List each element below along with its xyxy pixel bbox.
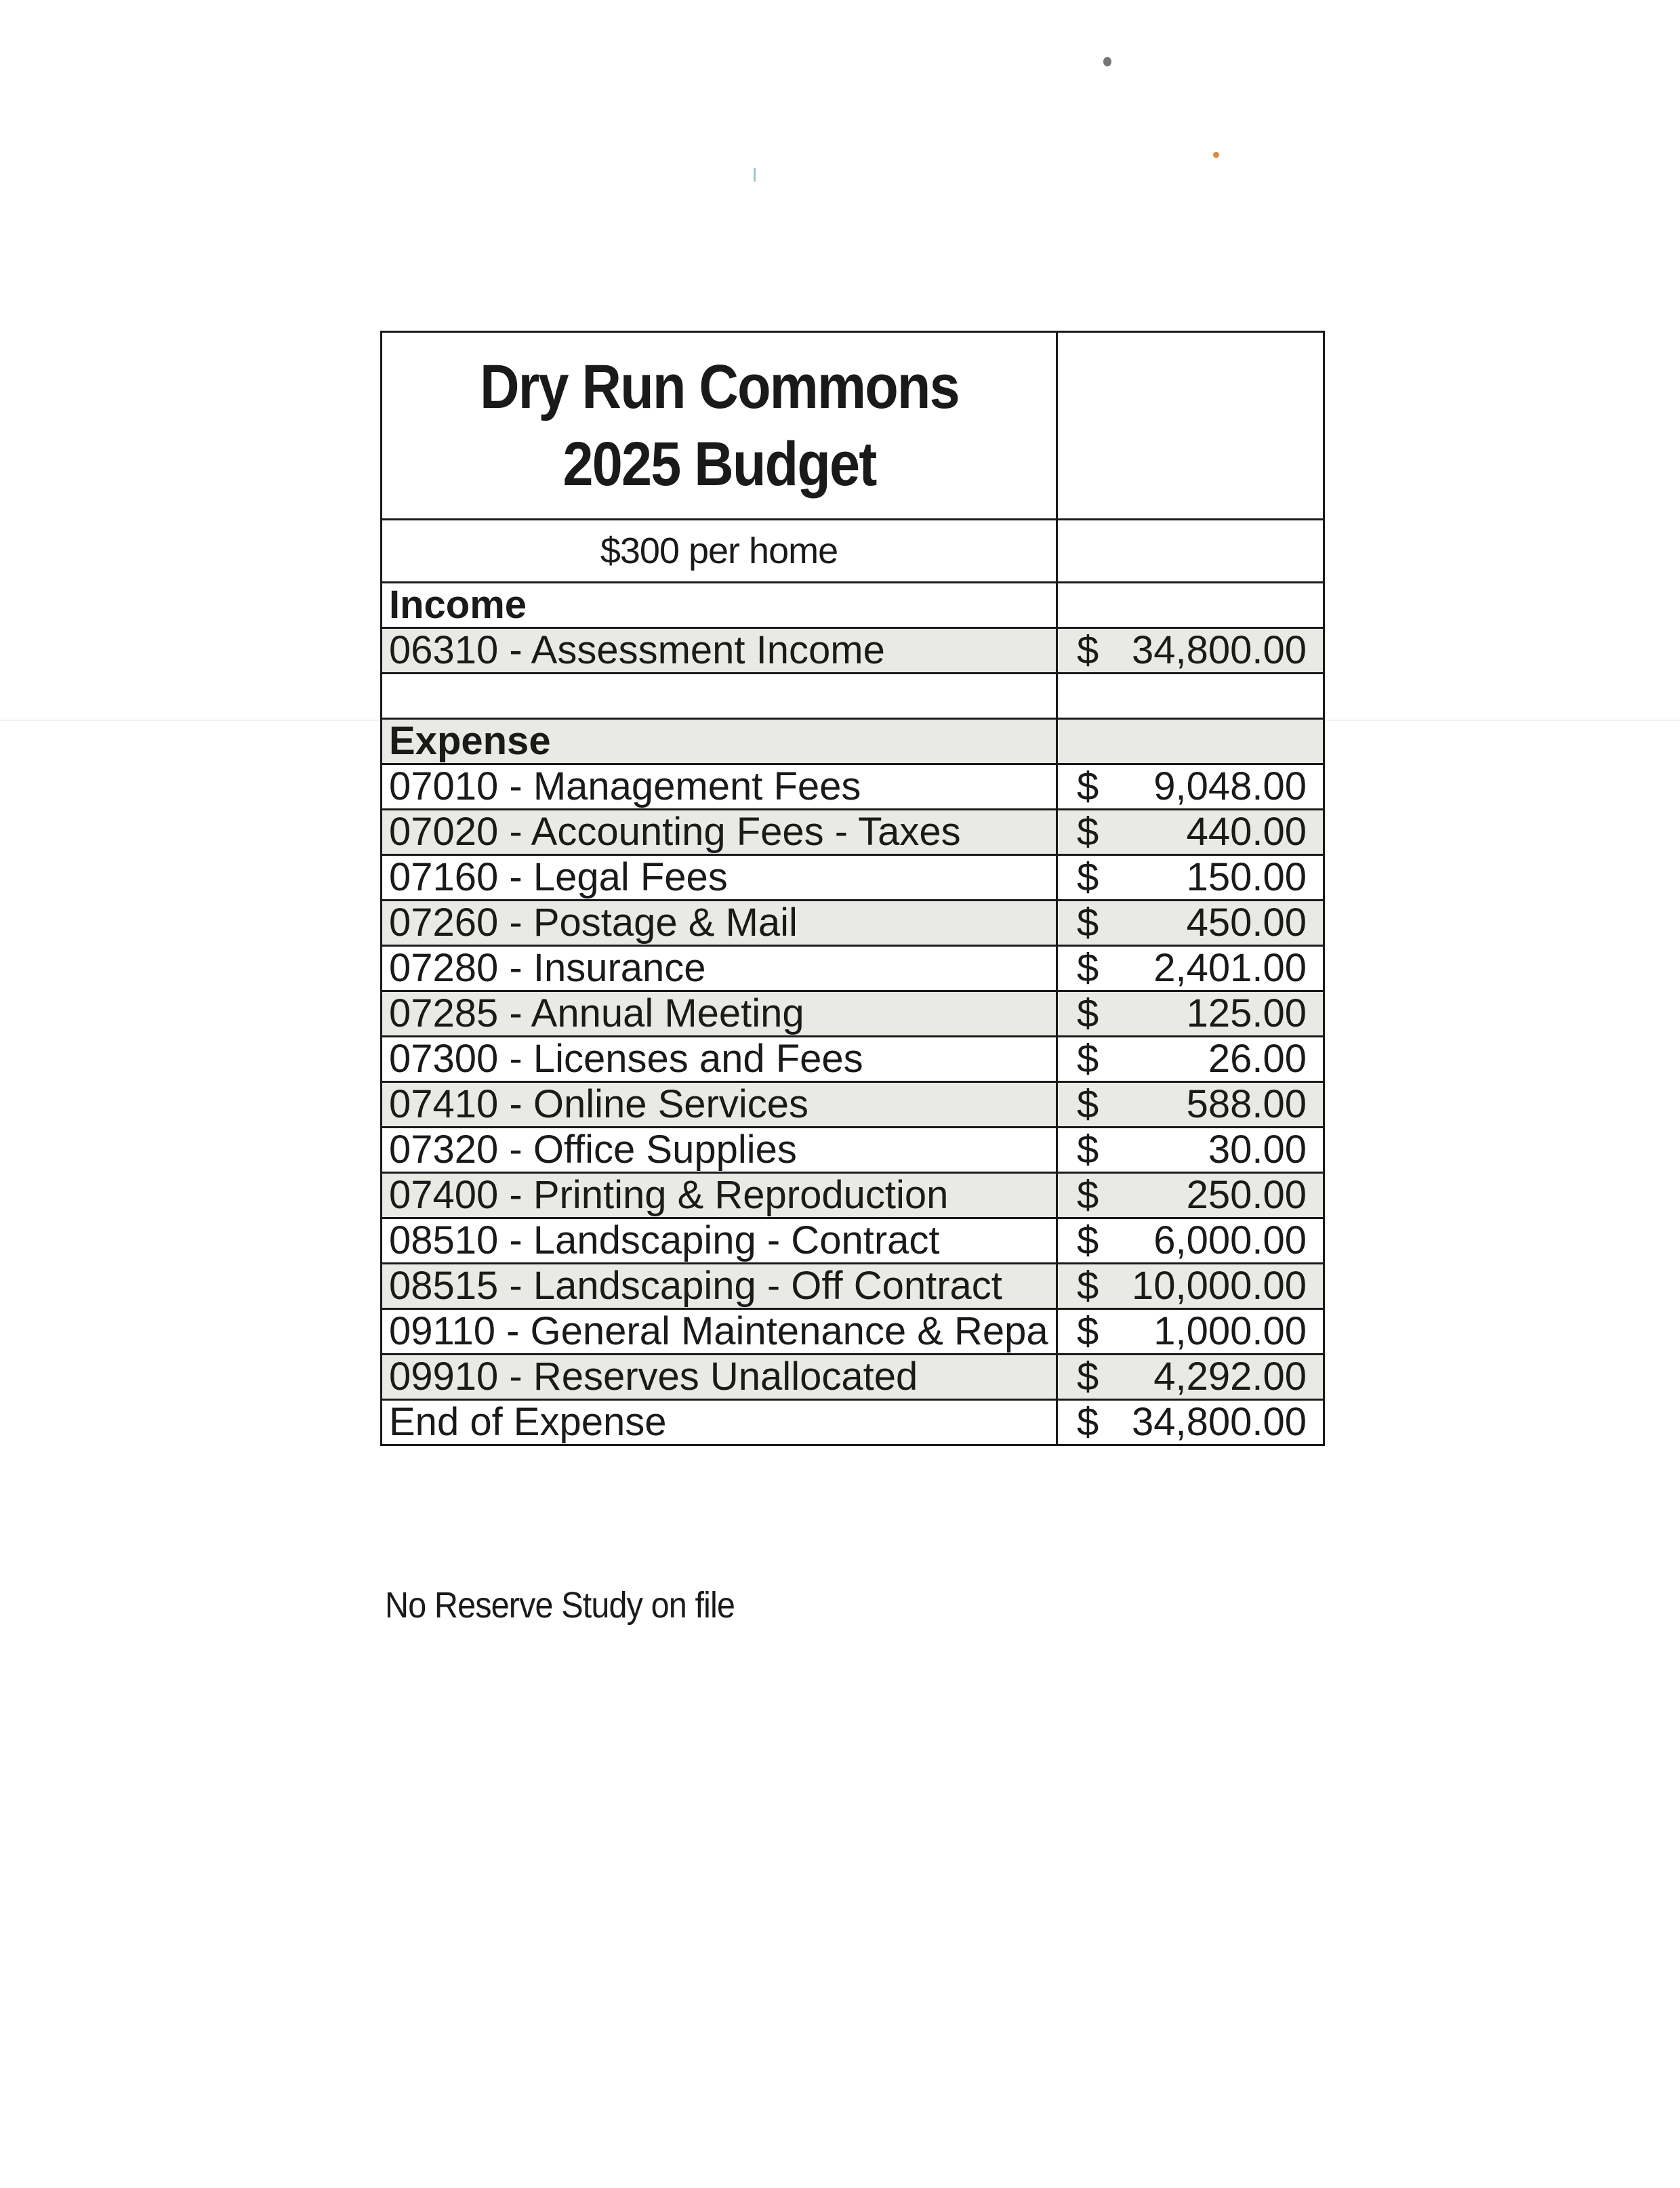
blank-cell <box>382 674 1057 719</box>
scan-speck <box>754 168 756 182</box>
budget-table <box>380 331 1325 1446</box>
currency-symbol: $ <box>1077 1082 1099 1126</box>
title-empty-cell <box>1057 332 1324 520</box>
line-item-amount-cell <box>1057 628 1324 674</box>
currency-symbol: $ <box>1077 810 1099 854</box>
spacer-row <box>382 674 1324 719</box>
line-item-amount-cell <box>1057 1082 1324 1128</box>
line-item-amount: 588.00 <box>1186 1082 1307 1126</box>
scan-speck <box>1213 152 1219 158</box>
title-row <box>382 332 1324 520</box>
line-item-label: 07280 - Insurance <box>382 946 1057 991</box>
line-item-label: 07300 - Licenses and Fees <box>382 1037 1057 1082</box>
line-item-label: 07260 - Postage & Mail <box>382 901 1057 946</box>
line-item-amount-cell <box>1057 901 1324 946</box>
total-row <box>382 1400 1324 1445</box>
footnote: No Reserve Study on file <box>385 1585 735 1626</box>
currency-symbol: $ <box>1077 991 1099 1035</box>
currency-symbol: $ <box>1077 1218 1099 1262</box>
expense-header: Expense <box>382 719 1057 764</box>
expense-row <box>382 1264 1324 1309</box>
income-row <box>382 628 1324 674</box>
currency-symbol: $ <box>1077 1264 1099 1308</box>
line-item-label: 09910 - Reserves Unallocated <box>382 1355 1057 1400</box>
currency-symbol: $ <box>1077 901 1099 945</box>
subtitle-empty-cell <box>1057 520 1324 583</box>
line-item-amount: 34,800.00 <box>1131 1400 1307 1444</box>
scan-speck <box>1103 57 1111 66</box>
expense-row <box>382 1218 1324 1264</box>
expense-row <box>382 901 1324 946</box>
currency-symbol: $ <box>1077 1400 1099 1444</box>
line-item-label: 07320 - Office Supplies <box>382 1128 1057 1173</box>
line-item-amount-cell <box>1057 1037 1324 1082</box>
line-item-amount: 2,401.00 <box>1153 946 1307 990</box>
line-item-label: 08515 - Landscaping - Off Contract <box>382 1264 1057 1309</box>
currency-symbol: $ <box>1077 946 1099 990</box>
expense-row <box>382 946 1324 991</box>
line-item-amount: 250.00 <box>1186 1173 1307 1217</box>
line-item-label: End of Expense <box>382 1400 1057 1445</box>
line-item-amount-cell <box>1057 1309 1324 1355</box>
currency-symbol: $ <box>1077 1128 1099 1172</box>
currency-symbol: $ <box>1077 628 1099 672</box>
expense-row <box>382 764 1324 810</box>
line-item-amount-cell <box>1057 810 1324 855</box>
line-item-label: 09110 - General Maintenance & Repa <box>382 1309 1057 1355</box>
line-item-amount-cell <box>1057 1400 1324 1445</box>
expense-row <box>382 1173 1324 1218</box>
line-item-amount-cell <box>1057 1173 1324 1218</box>
line-item-label: 07410 - Online Services <box>382 1082 1057 1128</box>
line-item-amount-cell <box>1057 855 1324 901</box>
currency-symbol: $ <box>1077 1355 1099 1399</box>
line-item-label: 07160 - Legal Fees <box>382 855 1057 901</box>
line-item-amount-cell <box>1057 1264 1324 1309</box>
line-item-amount: 10,000.00 <box>1131 1264 1307 1308</box>
currency-symbol: $ <box>1077 764 1099 808</box>
line-item-amount: 9,048.00 <box>1153 764 1307 808</box>
line-item-amount-cell <box>1057 991 1324 1037</box>
line-item-amount: 4,292.00 <box>1153 1355 1307 1399</box>
line-item-amount: 30.00 <box>1208 1128 1307 1172</box>
expense-header-row <box>382 719 1324 764</box>
line-item-label: 07400 - Printing & Reproduction <box>382 1173 1057 1218</box>
income-header-empty-cell <box>1057 583 1324 628</box>
line-item-amount: 450.00 <box>1186 901 1307 945</box>
expense-row <box>382 991 1324 1037</box>
line-item-amount: 440.00 <box>1186 810 1307 854</box>
income-header-row <box>382 583 1324 628</box>
currency-symbol: $ <box>1077 1037 1099 1081</box>
line-item-amount: 1,000.00 <box>1153 1309 1307 1353</box>
title-cell <box>422 332 1016 520</box>
subtitle-row <box>382 520 1324 583</box>
expense-row <box>382 1037 1324 1082</box>
title-line-2: 2025 Budget <box>562 430 876 499</box>
line-item-amount: 34,800.00 <box>1131 628 1307 672</box>
line-item-label: 06310 - Assessment Income <box>382 628 1057 674</box>
line-item-label: 07285 - Annual Meeting <box>382 991 1057 1037</box>
line-item-amount: 150.00 <box>1186 855 1307 899</box>
income-header: Income <box>382 583 1057 628</box>
line-item-amount: 125.00 <box>1186 991 1307 1035</box>
subtitle: $300 per home <box>382 520 1057 583</box>
line-item-amount-cell <box>1057 1218 1324 1264</box>
expense-row <box>382 1128 1324 1173</box>
line-item-amount-cell <box>1057 1128 1324 1173</box>
currency-symbol: $ <box>1077 855 1099 899</box>
line-item-amount: 26.00 <box>1208 1037 1307 1081</box>
line-item-amount-cell <box>1057 1355 1324 1400</box>
line-item-label: 07010 - Management Fees <box>382 764 1057 810</box>
expense-row <box>382 810 1324 855</box>
expense-row <box>382 1082 1324 1128</box>
line-item-label: 07020 - Accounting Fees - Taxes <box>382 810 1057 855</box>
blank-cell <box>1057 674 1324 719</box>
line-item-label: 08510 - Landscaping - Contract <box>382 1218 1057 1264</box>
expense-row <box>382 855 1324 901</box>
currency-symbol: $ <box>1077 1309 1099 1353</box>
expense-row <box>382 1309 1324 1355</box>
title-line-1: Dry Run Commons <box>479 352 959 421</box>
line-item-amount-cell <box>1057 764 1324 810</box>
line-item-amount: 6,000.00 <box>1153 1218 1307 1262</box>
expense-header-empty-cell <box>1057 719 1324 764</box>
line-item-amount-cell <box>1057 946 1324 991</box>
expense-row <box>382 1355 1324 1400</box>
currency-symbol: $ <box>1077 1173 1099 1217</box>
